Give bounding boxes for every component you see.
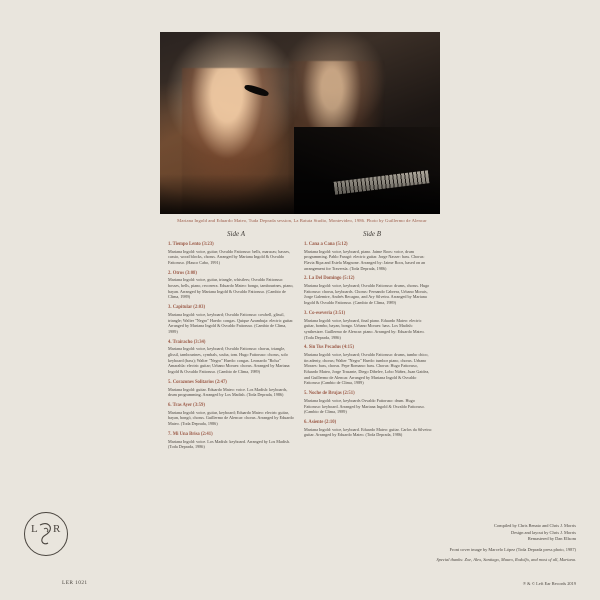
colophon-special-thanks: Special thanks: Zoe, Alex, Santiago, Mauro, Rodolfo, and most of all, Mariana.	[436, 557, 576, 563]
track-credits: Mariana Ingold: voice, guitar, keyboard; Eduardo Mateo: electric guitar, bayan, bongó, chorus. Guillermo de Alencar: chorus. Arranged by Eduardo Mateo. (Toda Deprada, 1986)	[168, 409, 294, 427]
track-credits: Mariana Ingold: voice, keyboard, final piano. Eduardo Mateo: electric guitar, bombo, bayan, bongo. Urbano Moraes: bass. Los Madish: synthesizer. Guillermo de Alencar: piano. Arranged by: Eduardo Mateo. (Toda Deprada, 1986)	[304, 317, 425, 340]
svg-text:L: L	[31, 523, 38, 535]
track-title: 2. La Del Domingo (5:12)	[304, 276, 355, 282]
track-item	[304, 391, 432, 415]
track-title: 4. Trairacho (3:34)	[168, 339, 206, 345]
tracklisting	[168, 230, 440, 455]
track-item	[168, 242, 296, 266]
photo-background	[160, 32, 440, 214]
track-credits: Mariana Ingold: voice, keyboard; Osvaldo Fattoruso: drums, chorus. Hugo Fattoruso: chorus, keyboards. Chorus: Fernando Cabrera, Urbano Morais, Jorge Galemire, Andrés Recagno, and Ary Silveira. Arranged by Mariana Ingold & Osvaldo Fattoruso. (Cambio de Clima, 1989)	[304, 283, 430, 306]
track-credits: Mariana Ingold: voice, keyboard. Eduardo Mateo: guitar. Carlos da Silveira: guitar. Arranged by Eduardo Mateo. (Toda Deprada, 1986)	[304, 426, 432, 438]
side-a-tracks	[168, 242, 304, 455]
track-credits: Mariana Ingold: voice. Los Madish: keyboard. Arranged by Los Madish. (Toda Deprada, 1986)	[168, 438, 290, 450]
track-credits: Mariana Ingold: voice, keyboard; Osvaldo Fattoruso: drums, tumbo chico, tin adenty, chorus; Walter "Negro" Haedo: tumbor piano, chorus. Urbano Moraes: bass, chorus. Pepe Romano: bass. Chorus: Hugo Fattoruso, Eduardo Mateo, Jorge Trasante, Diego Dibelev, Lobo Núñez, Juan Gaidea, and Guillermo de Alencar. Arranged by Mariana Ingold & Osvaldo Fattoruso (Cambio de Clima, 1989)	[304, 352, 430, 386]
track-title: 5. Corazones Solitarios (2:47)	[168, 379, 227, 385]
label-logo	[24, 512, 68, 556]
colophon-line-remaster: Remastered by Dan Ellsom	[527, 536, 576, 542]
track-item	[304, 242, 432, 271]
track-title: 4. Sin Tus Pecadus (4:15)	[304, 345, 354, 351]
track-credits: Mariana Ingold: voice, guitar; Osvaldo Fattoruso: bells, maracas; basses, cassio, wood blocks, chorus. Arranged by Mariana Ingold & Osvaldo Fattoruso. (Hauco Cabo, 1991)	[168, 248, 290, 265]
track-title: 3. Capitular (2:03)	[168, 305, 206, 311]
cover-photograph	[160, 32, 440, 214]
side-a-heading: Side A	[227, 230, 245, 238]
copyright-notice: ℗ & © Left Ear Records 2019	[522, 581, 576, 586]
track-credits: Mariana Ingold: voice, guitar, triangle, whistlers; Osvaldo Fattoruso: bosses, bells, piano, recorrera. Eduardo Mateo: bongo, tambourines, piano, bayan. Arranged by Mariana Ingold & Osvaldo Fattoruso. (Cambio de Clima, 1989)	[168, 277, 294, 300]
track-item	[168, 305, 296, 334]
track-credits: Mariana Ingold: voice, keyboard; Osvaldo Fattoruso: chorus, triangle, glissil, tambourines, cymbals, scuba, tom. Hugo Fattoruso: chorus, solo keyboard (bass); Walter "Negro" Haedo: congas. Leonardo "Bolsa" Amarahla: electric guitar; Urbano Moraes: chorus. Arranged by Mariana Ingold & Osvaldo Fattoruso. (Cambio de Clima, 1989)	[168, 346, 290, 375]
svg-text:R: R	[53, 523, 61, 535]
track-title: 6. Asiente (2:10)	[304, 420, 337, 426]
track-credits: Mariana Ingold: voice, keyboards Osvaldo Fattoruso: drum. Hugo Fattoruso: keyboard. Arranged by Mariana Ingold & Osvaldo Fattoruso. (Cambio de Clima, 1989)	[304, 397, 425, 415]
track-credits: Mariana Ingold: guitar. Eduardo Mateo: voice. Los Madish: keyboards, drum programming. Arranged by Los Madish. (Toda Deprada, 1986)	[168, 386, 288, 398]
track-item	[168, 432, 296, 450]
track-item	[168, 271, 296, 300]
side-b-tracks	[304, 242, 440, 443]
track-title: 1. Cana a Cana (5:12)	[304, 242, 348, 247]
colophon	[326, 523, 576, 564]
side-b-heading: Side B	[362, 230, 382, 238]
colophon-line-compiled: Compiled by Chris Benato and Chris J. Morris	[494, 522, 576, 528]
colophon-line-design: Design and layout by Chris J. Morris	[510, 529, 576, 535]
track-title: 3. Co-eseveria (3:51)	[304, 310, 345, 316]
track-title: 5. Noche de Brujas (2:51)	[304, 391, 355, 397]
track-credits: Mariana Ingold: voice, keyboard; Osvaldo Fattoruso: cowbell, glissil, triangle; Walter "Negro" Haedo: congas. Quique Azambuja: electric guitar. Arranged by Mariana Ingold & Osvaldo Fattoruso. (Cambio de Clima, 1989)	[168, 311, 294, 334]
track-item	[304, 345, 432, 386]
track-item	[304, 276, 432, 305]
track-title: 6. Tras Ayer (3:59)	[168, 403, 205, 409]
track-item	[304, 420, 432, 438]
track-title: 2. Otros (3:08)	[168, 270, 197, 276]
colophon-line-cover: Front cover image by Marcelo López (Toda Deprada press photo, 1987)	[449, 546, 576, 552]
track-item	[168, 340, 296, 375]
catalog-number: LER 1021	[62, 580, 88, 586]
track-item	[168, 403, 296, 427]
track-title: 7. Mi Una Brisa (2:41)	[168, 431, 213, 437]
photo-vignette	[160, 174, 440, 214]
track-item	[168, 380, 296, 398]
track-title: 1. Tiempo Lento (3:23)	[168, 242, 214, 247]
photo-caption: Mariana Ingold and Eduardo Mateo, Tuda Deprada session, La Batuta Studio, Montevideo, 1986. Photo by Guillermo de Alencar	[177, 218, 427, 223]
side-headings	[168, 230, 440, 242]
track-credits: Mariana Ingold: voice, keyboard, piano. Jaime Roos: voice, drum programming. Pablo Faragó: electric guitar. Jorge Nasser: bass. Chorus: Flavia Ripa and Estela Magnone. Arranged by: Jaime Roos, based on an arrangement for Traversía. (Toda Deprada, 1986)	[304, 248, 426, 271]
track-item	[304, 311, 432, 340]
